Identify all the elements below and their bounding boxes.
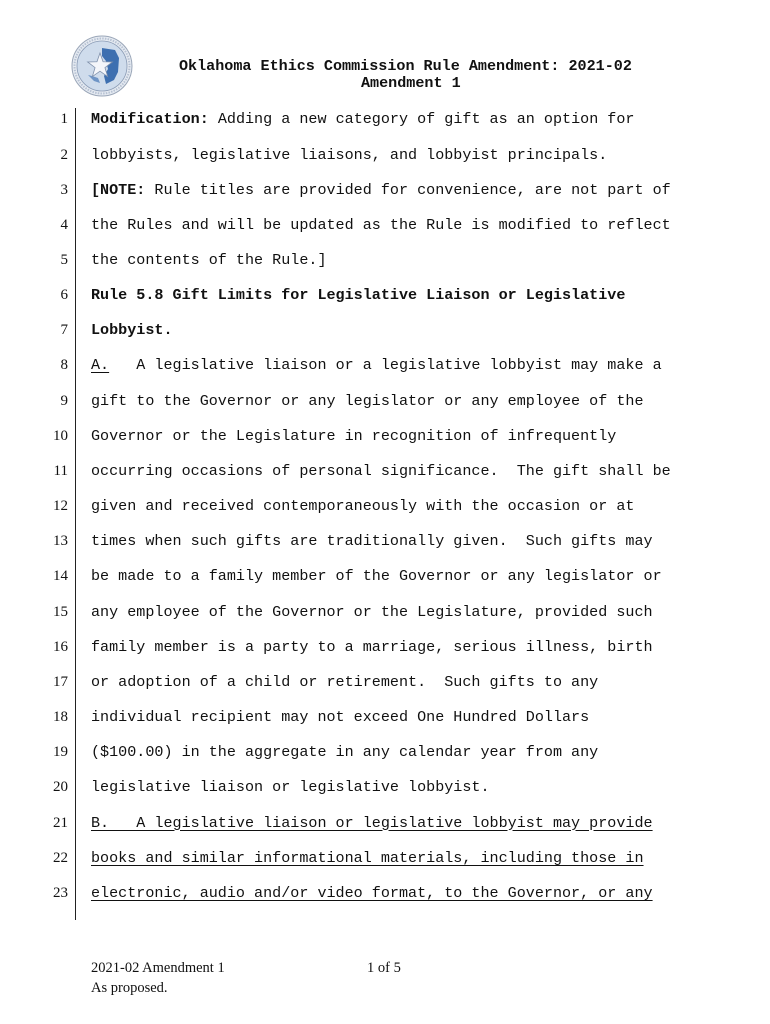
rule-heading: Rule 5.8 Gift Limits for Legislative Liaison or Legislative [91, 286, 626, 305]
document-line [0, 102, 770, 137]
document-line [0, 595, 770, 630]
document-line [0, 559, 770, 594]
line-number: 1 [60, 111, 68, 128]
line-text [91, 173, 671, 208]
line-number: 23 [53, 884, 68, 901]
line-text: the contents of the Rule.] [91, 251, 327, 270]
line-number: 8 [60, 357, 68, 374]
document-line [0, 700, 770, 735]
line-text: legislative liaison or legislative lobbyist. [91, 778, 490, 797]
line-number: 9 [60, 392, 68, 409]
rule-heading: Lobbyist. [91, 321, 173, 340]
document-line [0, 876, 770, 911]
document-line [0, 841, 770, 876]
document-line [0, 630, 770, 665]
line-text: or adoption of a child or retirement. Such gifts to any [91, 672, 599, 691]
document-line [0, 806, 770, 841]
line-number: 10 [53, 427, 68, 444]
line-text: times when such gifts are traditionally given. Such gifts may [91, 532, 653, 551]
line-number: 19 [53, 744, 68, 761]
document-line [0, 665, 770, 700]
line-number: 5 [60, 252, 68, 269]
line-number: 18 [53, 709, 68, 726]
line-number: 4 [60, 216, 68, 233]
modification-label: Modification: [91, 110, 209, 129]
line-text: Governor or the Legislature in recognition of infrequently [91, 426, 617, 445]
line-body: A legislative liaison or a legislative lobbyist may make a [109, 356, 662, 375]
inserted-text: electronic, audio and/or video format, to the Governor, or any [91, 883, 653, 902]
line-number: 14 [53, 568, 68, 585]
line-number: 3 [60, 181, 68, 198]
line-text: lobbyists, legislative liaisons, and lobbyist principals. [91, 145, 608, 164]
section-marker-a: A. [91, 356, 110, 375]
line-text: given and received contemporaneously with the occasion or at [91, 497, 635, 516]
line-text: the Rules and will be updated as the Rule is modified to reflect [91, 215, 671, 234]
note-label: [NOTE: [91, 180, 146, 199]
inserted-text: B. A legislative liaison or legislative lobbyist may provide [91, 813, 653, 832]
line-number: 21 [53, 814, 68, 831]
line-body: Rule titles are provided for convenience, are not part of [145, 180, 671, 199]
line-number: 22 [53, 849, 68, 866]
document-line [0, 243, 770, 278]
document-line [0, 489, 770, 524]
line-number: 20 [53, 779, 68, 796]
line-number: 6 [60, 287, 68, 304]
line-text: individual recipient may not exceed One Hundred Dollars [91, 708, 590, 727]
document-body [0, 102, 770, 911]
line-body: Adding a new category of gift as an option for [208, 110, 635, 129]
line-number: 7 [60, 322, 68, 339]
document-line [0, 138, 770, 173]
line-text [91, 102, 634, 137]
document-line [0, 173, 770, 208]
document-line [0, 524, 770, 559]
line-number: 13 [53, 533, 68, 550]
line-text: occurring occasions of personal significance. The gift shall be [91, 461, 671, 480]
line-text: be made to a family member of the Governor or any legislator or [91, 567, 662, 586]
document-line [0, 278, 770, 313]
document-line [0, 419, 770, 454]
line-number: 2 [60, 146, 68, 163]
line-number: 12 [53, 498, 68, 515]
line-text: ($100.00) in the aggregate in any calendar year from any [91, 743, 599, 762]
document-line [0, 348, 770, 383]
document-line [0, 384, 770, 419]
page-header-subtitle: Amendment 1 [361, 74, 461, 92]
page-header-title: Oklahoma Ethics Commission Rule Amendment: 2021-02 [179, 57, 632, 75]
footer-page-number: 1 of 5 [367, 960, 401, 976]
document-line [0, 735, 770, 770]
line-text: gift to the Governor or any legislator or any employee of the [91, 391, 644, 410]
line-number: 16 [53, 638, 68, 655]
line-number: 15 [53, 603, 68, 620]
inserted-text: books and similar informational materials, including those in [91, 848, 644, 867]
document-line [0, 770, 770, 805]
line-text: family member is a party to a marriage, serious illness, birth [91, 637, 653, 656]
document-line [0, 313, 770, 348]
document-line [0, 454, 770, 489]
footer-document-label: 2021-02 Amendment 1 [91, 960, 225, 976]
line-number: 17 [53, 673, 68, 690]
document-line [0, 208, 770, 243]
line-text: any employee of the Governor or the Legislature, provided such [91, 602, 653, 621]
line-number: 11 [53, 462, 68, 479]
state-seal-icon [71, 35, 133, 97]
line-text [91, 348, 662, 383]
footer-status: As proposed. [91, 980, 168, 996]
